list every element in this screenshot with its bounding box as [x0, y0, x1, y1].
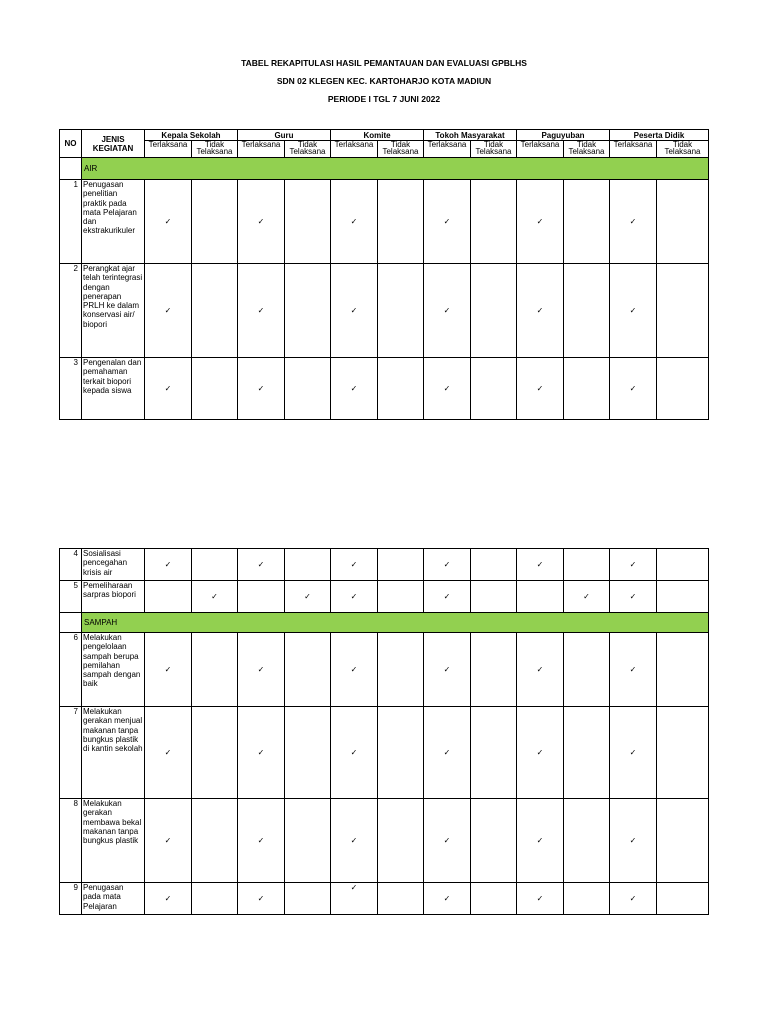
- subheader-tidak-telaksana: Tidak Telaksana: [657, 141, 709, 158]
- activity-text: Melakukan gerakan menjual makanan tanpa bungkus plastik di kantin sekolah: [82, 707, 145, 799]
- checkmark-icon: ✓: [164, 894, 172, 903]
- checkmark-icon: ✓: [629, 665, 637, 674]
- check-cell-tidak-telaksana: [192, 799, 238, 883]
- table-row: [60, 581, 709, 613]
- activity-text: Pemeliharaan sarpras biopori: [82, 581, 145, 613]
- recap-table-part-1: [59, 129, 709, 420]
- check-cell-tidak-telaksana: [657, 633, 709, 707]
- checkmark-icon: ✓: [164, 560, 172, 569]
- activity-text: Sosialisasi pencegahan krisis air: [82, 549, 145, 581]
- check-cell-terlaksana: [424, 549, 471, 581]
- check-cell-tidak-telaksana: [657, 549, 709, 581]
- checkmark-icon: ✓: [164, 748, 172, 757]
- check-cell-terlaksana: [517, 581, 564, 613]
- check-cell-terlaksana: [424, 707, 471, 799]
- checkmark-icon: ✓: [257, 748, 265, 757]
- checkmark-icon: ✓: [164, 836, 172, 845]
- check-cell-terlaksana: [610, 264, 657, 358]
- check-cell-terlaksana: [238, 581, 285, 613]
- checkmark-icon: ✓: [443, 560, 451, 569]
- check-cell-tidak-telaksana: [192, 707, 238, 799]
- check-cell-terlaksana: [517, 264, 564, 358]
- header-no: NO: [60, 130, 82, 158]
- check-cell-terlaksana: [610, 799, 657, 883]
- check-cell-terlaksana: [331, 180, 378, 264]
- check-cell-tidak-telaksana: [564, 581, 610, 613]
- title-line-3: PERIODE I TGL 7 JUNI 2022: [327, 94, 441, 104]
- checkmark-icon: ✓: [443, 217, 451, 226]
- checkmark-icon: ✓: [257, 217, 265, 226]
- check-cell-tidak-telaksana: [471, 707, 517, 799]
- checkmark-icon: ✓: [629, 384, 637, 393]
- check-cell-tidak-telaksana: [378, 358, 424, 420]
- checkmark-icon: ✓: [304, 592, 311, 601]
- checkmark-icon: ✓: [443, 836, 451, 845]
- checkmark-icon: ✓: [443, 665, 451, 674]
- check-cell-terlaksana: [331, 581, 378, 613]
- check-cell-terlaksana: [238, 264, 285, 358]
- check-cell-tidak-telaksana: [657, 180, 709, 264]
- check-cell-terlaksana: [145, 180, 192, 264]
- check-cell-terlaksana: [238, 549, 285, 581]
- check-cell-tidak-telaksana: [471, 633, 517, 707]
- check-cell-terlaksana: [424, 883, 471, 915]
- check-cell-tidak-telaksana: [378, 549, 424, 581]
- check-cell-tidak-telaksana: [471, 549, 517, 581]
- subheader-row: [60, 141, 709, 158]
- check-cell-terlaksana: [424, 581, 471, 613]
- check-cell-terlaksana: [145, 264, 192, 358]
- checkmark-icon: ✓: [629, 592, 637, 601]
- check-cell-terlaksana: [145, 633, 192, 707]
- check-cell-tidak-telaksana: [657, 883, 709, 915]
- check-cell-tidak-telaksana: [285, 180, 331, 264]
- subheader-terlaksana: Terlaksana: [517, 141, 564, 158]
- activity-text: Melakukan gerakan membawa bekal makanan tanpa bungkus plastik: [82, 799, 145, 883]
- check-cell-tidak-telaksana: [378, 581, 424, 613]
- check-cell-tidak-telaksana: [657, 358, 709, 420]
- header-jenis-kegiatan: JENIS KEGIATAN: [82, 130, 145, 158]
- table-row: [60, 883, 709, 915]
- table-row: [60, 633, 709, 707]
- subheader-tidak-telaksana: Tidak Telaksana: [471, 141, 517, 158]
- checkmark-icon: ✓: [536, 748, 544, 757]
- check-cell-tidak-telaksana: [564, 358, 610, 420]
- check-cell-terlaksana: [331, 264, 378, 358]
- check-cell-tidak-telaksana: [285, 549, 331, 581]
- check-cell-tidak-telaksana: [471, 358, 517, 420]
- check-cell-tidak-telaksana: [192, 581, 238, 613]
- check-cell-terlaksana: [238, 799, 285, 883]
- section-label-sampah: SAMPAH: [82, 613, 709, 633]
- check-cell-tidak-telaksana: [192, 633, 238, 707]
- header-guru: Guru: [238, 130, 331, 141]
- subheader-tidak-telaksana: Tidak Telaksana: [285, 141, 331, 158]
- check-cell-tidak-telaksana: [564, 633, 610, 707]
- activity-text: Penugasan penelitian praktik pada mata Pelajaran dan ekstrakurikuler: [82, 180, 145, 264]
- checkmark-icon: ✓: [443, 894, 451, 903]
- checkmark-icon: ✓: [350, 217, 358, 226]
- subheader-terlaksana: Terlaksana: [145, 141, 192, 158]
- check-cell-terlaksana: [238, 883, 285, 915]
- checkmark-icon: ✓: [164, 217, 172, 226]
- check-cell-tidak-telaksana: [192, 883, 238, 915]
- check-cell-terlaksana: [331, 883, 378, 915]
- check-cell-terlaksana: [517, 799, 564, 883]
- check-cell-terlaksana: [517, 883, 564, 915]
- check-cell-tidak-telaksana: [657, 581, 709, 613]
- checkmark-icon: ✓: [350, 883, 358, 892]
- checkmark-icon: ✓: [536, 306, 544, 315]
- section-label-air: AIR: [82, 158, 709, 180]
- checkmark-icon: ✓: [164, 384, 172, 393]
- row-number: 6: [60, 633, 82, 707]
- check-cell-tidak-telaksana: [285, 358, 331, 420]
- checkmark-icon: ✓: [536, 665, 544, 674]
- checkmark-icon: ✓: [583, 592, 590, 601]
- table-row: [60, 180, 709, 264]
- check-cell-terlaksana: [517, 633, 564, 707]
- checkmark-icon: ✓: [443, 748, 451, 757]
- check-cell-terlaksana: [517, 549, 564, 581]
- check-cell-tidak-telaksana: [285, 707, 331, 799]
- checkmark-icon: ✓: [257, 560, 265, 569]
- subheader-terlaksana: Terlaksana: [424, 141, 471, 158]
- checkmark-icon: ✓: [629, 560, 637, 569]
- check-cell-terlaksana: [238, 180, 285, 264]
- check-cell-tidak-telaksana: [564, 264, 610, 358]
- check-cell-terlaksana: [610, 180, 657, 264]
- row-number: 3: [60, 358, 82, 420]
- title-line-1: TABEL REKAPITULASI HASIL PEMANTAUAN DAN EVALUASI GPBLHS: [241, 58, 527, 68]
- check-cell-terlaksana: [145, 581, 192, 613]
- row-number: 8: [60, 799, 82, 883]
- check-cell-tidak-telaksana: [657, 707, 709, 799]
- check-cell-tidak-telaksana: [192, 180, 238, 264]
- subheader-terlaksana: Terlaksana: [610, 141, 657, 158]
- checkmark-icon: ✓: [350, 306, 358, 315]
- checkmark-icon: ✓: [211, 592, 218, 601]
- subheader-tidak-telaksana: Tidak Telaksana: [378, 141, 424, 158]
- table-row: [60, 358, 709, 420]
- check-cell-terlaksana: [424, 799, 471, 883]
- check-cell-tidak-telaksana: [564, 799, 610, 883]
- check-cell-terlaksana: [145, 799, 192, 883]
- check-cell-tidak-telaksana: [285, 799, 331, 883]
- row-number: 4: [60, 549, 82, 581]
- checkmark-icon: ✓: [443, 306, 451, 315]
- check-cell-tidak-telaksana: [378, 883, 424, 915]
- check-cell-tidak-telaksana: [378, 707, 424, 799]
- checkmark-icon: ✓: [350, 592, 358, 601]
- check-cell-tidak-telaksana: [471, 180, 517, 264]
- subheader-terlaksana: Terlaksana: [331, 141, 378, 158]
- check-cell-terlaksana: [238, 707, 285, 799]
- section-row-sampah: [60, 613, 709, 633]
- row-number: 2: [60, 264, 82, 358]
- section-row-air: [60, 158, 709, 180]
- check-cell-terlaksana: [331, 549, 378, 581]
- checkmark-icon: ✓: [536, 836, 544, 845]
- checkmark-icon: ✓: [350, 665, 358, 674]
- check-cell-tidak-telaksana: [471, 883, 517, 915]
- row-number: 7: [60, 707, 82, 799]
- table-row: [60, 264, 709, 358]
- row-number: 1: [60, 180, 82, 264]
- check-cell-terlaksana: [610, 549, 657, 581]
- checkmark-icon: ✓: [257, 836, 265, 845]
- activity-text: Perangkat ajar telah terintegrasi dengan penerapan PRLH ke dalam konservasi air/ biopori: [82, 264, 145, 358]
- checkmark-icon: ✓: [536, 217, 544, 226]
- checkmark-icon: ✓: [350, 560, 358, 569]
- check-cell-terlaksana: [610, 707, 657, 799]
- check-cell-terlaksana: [610, 581, 657, 613]
- check-cell-terlaksana: [610, 633, 657, 707]
- recap-table-part-2: [59, 548, 709, 915]
- check-cell-tidak-telaksana: [471, 799, 517, 883]
- check-cell-terlaksana: [145, 883, 192, 915]
- checkmark-icon: ✓: [536, 894, 544, 903]
- check-cell-terlaksana: [331, 633, 378, 707]
- check-cell-tidak-telaksana: [564, 883, 610, 915]
- check-cell-terlaksana: [238, 358, 285, 420]
- checkmark-icon: ✓: [257, 384, 265, 393]
- checkmark-icon: ✓: [629, 894, 637, 903]
- check-cell-tidak-telaksana: [192, 358, 238, 420]
- row-number: 5: [60, 581, 82, 613]
- check-cell-tidak-telaksana: [378, 633, 424, 707]
- check-cell-tidak-telaksana: [285, 581, 331, 613]
- activity-text: Penugasan pada mata Pelajaran: [82, 883, 145, 915]
- checkmark-icon: ✓: [443, 592, 451, 601]
- document-title: [0, 56, 768, 110]
- check-cell-tidak-telaksana: [378, 264, 424, 358]
- check-cell-terlaksana: [331, 799, 378, 883]
- check-cell-terlaksana: [517, 707, 564, 799]
- subheader-tidak-telaksana: Tidak Telaksana: [192, 141, 238, 158]
- check-cell-terlaksana: [145, 358, 192, 420]
- subheader-tidak-telaksana: Tidak Telaksana: [564, 141, 610, 158]
- check-cell-terlaksana: [517, 358, 564, 420]
- check-cell-terlaksana: [424, 180, 471, 264]
- check-cell-terlaksana: [145, 549, 192, 581]
- checkmark-icon: ✓: [257, 665, 265, 674]
- check-cell-terlaksana: [517, 180, 564, 264]
- check-cell-tidak-telaksana: [564, 180, 610, 264]
- header-komite: Komite: [331, 130, 424, 141]
- header-tokoh-masyarakat: Tokoh Masyarakat: [424, 130, 517, 141]
- checkmark-icon: ✓: [536, 384, 544, 393]
- check-cell-tidak-telaksana: [285, 264, 331, 358]
- checkmark-icon: ✓: [629, 217, 637, 226]
- checkmark-icon: ✓: [350, 384, 358, 393]
- check-cell-tidak-telaksana: [564, 549, 610, 581]
- checkmark-icon: ✓: [536, 560, 544, 569]
- checkmark-icon: ✓: [257, 894, 265, 903]
- table-row: [60, 549, 709, 581]
- row-number: 9: [60, 883, 82, 915]
- check-cell-tidak-telaksana: [285, 633, 331, 707]
- header-peserta-didik: Peserta Didik: [610, 130, 709, 141]
- checkmark-icon: ✓: [257, 306, 265, 315]
- check-cell-tidak-telaksana: [378, 180, 424, 264]
- check-cell-terlaksana: [145, 707, 192, 799]
- checkmark-icon: ✓: [164, 306, 172, 315]
- check-cell-terlaksana: [610, 883, 657, 915]
- title-line-2: SDN 02 KLEGEN KEC. KARTOHARJO KOTA MADIUN: [276, 76, 492, 86]
- checkmark-icon: ✓: [350, 748, 358, 757]
- header-paguyuban: Paguyuban: [517, 130, 610, 141]
- check-cell-terlaksana: [610, 358, 657, 420]
- check-cell-tidak-telaksana: [285, 883, 331, 915]
- check-cell-terlaksana: [331, 358, 378, 420]
- check-cell-terlaksana: [331, 707, 378, 799]
- check-cell-tidak-telaksana: [657, 264, 709, 358]
- table-row: [60, 707, 709, 799]
- check-cell-tidak-telaksana: [378, 799, 424, 883]
- subheader-terlaksana: Terlaksana: [238, 141, 285, 158]
- checkmark-icon: ✓: [443, 384, 451, 393]
- checkmark-icon: ✓: [350, 836, 358, 845]
- checkmark-icon: ✓: [629, 836, 637, 845]
- check-cell-tidak-telaksana: [564, 707, 610, 799]
- checkmark-icon: ✓: [629, 306, 637, 315]
- activity-text: Melakukan pengelolaan sampah berupa pemilahan sampah dengan baik: [82, 633, 145, 707]
- check-cell-tidak-telaksana: [471, 264, 517, 358]
- check-cell-tidak-telaksana: [471, 581, 517, 613]
- activity-text: Pengenalan dan pemahaman terkait biopori kepada siswa: [82, 358, 145, 420]
- header-kepala-sekolah: Kepala Sekolah: [145, 130, 238, 141]
- checkmark-icon: ✓: [629, 748, 637, 757]
- check-cell-terlaksana: [424, 358, 471, 420]
- checkmark-icon: ✓: [164, 665, 172, 674]
- check-cell-terlaksana: [238, 633, 285, 707]
- check-cell-tidak-telaksana: [192, 549, 238, 581]
- table-row: [60, 799, 709, 883]
- check-cell-tidak-telaksana: [657, 799, 709, 883]
- check-cell-terlaksana: [424, 264, 471, 358]
- check-cell-terlaksana: [424, 633, 471, 707]
- check-cell-tidak-telaksana: [192, 264, 238, 358]
